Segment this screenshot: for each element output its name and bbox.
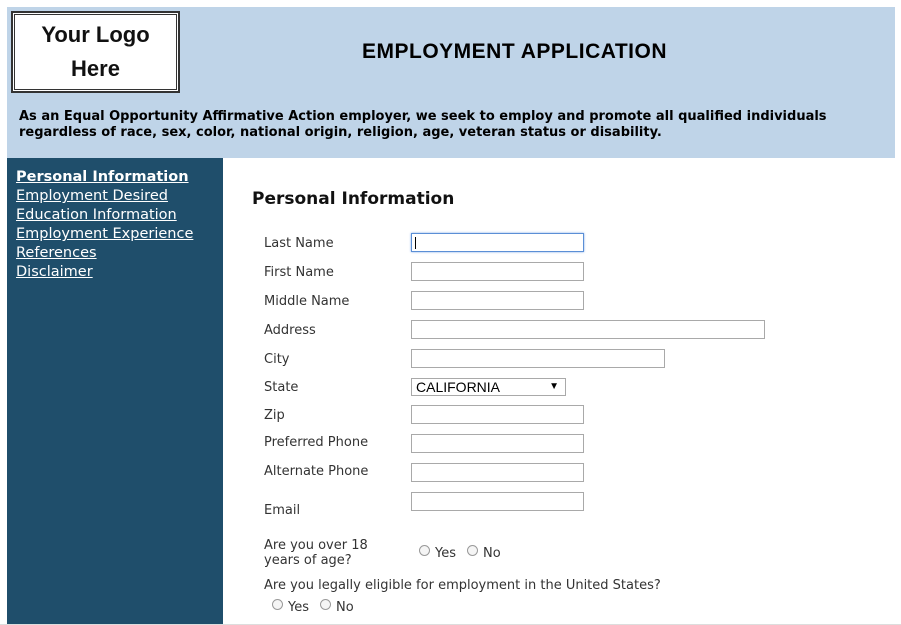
age-question — [264, 538, 368, 568]
last-name-input[interactable] — [411, 233, 584, 252]
page-title: EMPLOYMENT APPLICATION — [362, 40, 667, 63]
email-label: Email — [264, 503, 301, 518]
alternate-phone-input[interactable] — [411, 463, 584, 482]
zip-label: Zip — [264, 408, 285, 423]
sidebar-item-employment-experience[interactable]: Employment Experience — [16, 226, 194, 242]
logo-line-2: Here — [71, 56, 120, 81]
address-input[interactable] — [411, 320, 765, 339]
middle-name-label: Middle Name — [264, 294, 350, 309]
section-title: Personal Information — [252, 189, 455, 209]
eligible-yes-radio[interactable] — [272, 599, 283, 610]
first-name-label: First Name — [264, 265, 334, 280]
eligible-no-label: No — [336, 600, 354, 615]
eligible-yes-label: Yes — [288, 600, 309, 615]
form-area — [223, 158, 901, 625]
eligible-no-radio[interactable] — [320, 599, 331, 610]
preferred-phone-input[interactable] — [411, 434, 584, 453]
sidebar-item-disclaimer[interactable]: Disclaimer — [16, 264, 93, 280]
state-select[interactable] — [411, 378, 566, 396]
sidebar — [7, 158, 223, 625]
sidebar-item-references[interactable]: References — [16, 245, 97, 261]
email-input[interactable] — [411, 492, 584, 511]
first-name-input[interactable] — [411, 262, 584, 281]
city-label: City — [264, 352, 290, 367]
state-label: State — [264, 380, 299, 395]
logo-line-1: Your Logo — [41, 22, 150, 47]
address-label: Address — [264, 323, 316, 338]
sidebar-item-education-information[interactable]: Education Information — [16, 207, 177, 223]
eligibility-question: Are you legally eligible for employment in the United States? — [264, 578, 661, 593]
last-name-label: Last Name — [264, 236, 334, 251]
sidebar-nav — [7, 158, 223, 282]
sidebar-item-employment-desired[interactable]: Employment Desired — [16, 188, 168, 204]
zip-input[interactable] — [411, 405, 584, 424]
city-input[interactable] — [411, 349, 665, 368]
company-logo — [11, 11, 180, 93]
header-banner — [7, 7, 895, 158]
middle-name-input[interactable] — [411, 291, 584, 310]
age-question-line-1: Are you over 18 — [264, 538, 368, 553]
sidebar-item-personal-information[interactable]: Personal Information — [16, 169, 189, 185]
age-yes-label: Yes — [435, 546, 456, 561]
alternate-phone-label: Alternate Phone — [264, 464, 369, 479]
age-no-radio[interactable] — [467, 545, 478, 556]
age-no-label: No — [483, 546, 501, 561]
state-selected-value: CALIFORNIA — [416, 379, 501, 395]
text-caret — [415, 237, 416, 249]
age-question-line-2: years of age? — [264, 553, 352, 568]
age-yes-radio[interactable] — [419, 545, 430, 556]
eeo-statement: As an Equal Opportunity Affirmative Action employer, we seek to employ and promote all qualified individuals regardless of race, sex, color, national origin, religion, age, veteran status or disability. — [19, 109, 827, 140]
preferred-phone-label: Preferred Phone — [264, 435, 369, 450]
dropdown-arrow-icon: ▼ — [549, 381, 559, 392]
